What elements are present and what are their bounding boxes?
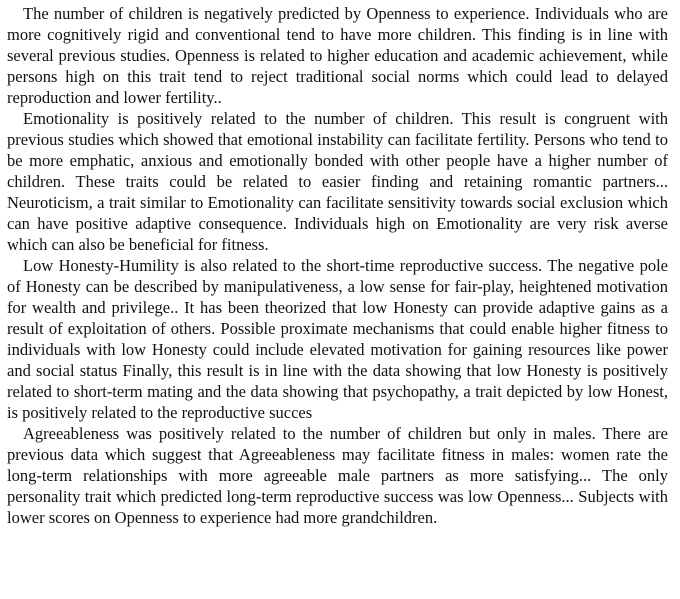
paragraph-openness: The number of children is negatively predicted by Openness to experience. Individuals who are more cognitively rigid and conventional tend to have more children. This finding is in line with several previous studies. Openness is related to higher education and academic achievement, while persons high on this trait tend to reject traditional social norms which could lead to delayed reproduction and lower fertility.. bbox=[7, 4, 668, 107]
paragraph-emotionality: Emotionality is positively related to the number of children. This result is congruent with previous studies which showed that emotional instability can facilitate fertility. Persons who tend to be more emphatic, anxious and emotionally bonded with other people have a higher number of children. These traits could be related to easier finding and retaining romantic partners... Neuroticism, a trait similar to Emotionality can facilitate sensitivity towards social exclusion which can have positive adaptive consequence. Individuals high on Emotionality are very risk averse which can also be beneficial for fitness. bbox=[7, 109, 668, 254]
paragraph-agreeableness: Agreeableness was positively related to the number of children but only in males. There are previous data which suggest that Agreeableness may facilitate fitness in males: women rate the long-term relationships with more agreeable male partners as more satisfying... The only personality trait which predicted long-term reproductive success was low Openness... Subjects with lower scores on Openness to experience had more grandchildren. bbox=[7, 424, 668, 527]
document-body bbox=[0, 3, 672, 528]
paragraph-honesty-humility: Low Honesty-Humility is also related to the short-time reproductive success. The negative pole of Honesty can be described by manipulativeness, a low sense for fair-play, heightened motivation for wealth and privilege.. It has been theorized that low Honesty can provide adaptive gains as a result of exploitation of others. Possible proximate mechanisms that could enable higher fitness to individuals with low Honesty could include elevated motivation for gaining resources like power and social status Finally, this result is in line with the data showing that low Honesty is positively related to short-term mating and the data showing that psychopathy, a trait depicted by low Honest, is positively related to the reproductive succes bbox=[7, 256, 668, 422]
